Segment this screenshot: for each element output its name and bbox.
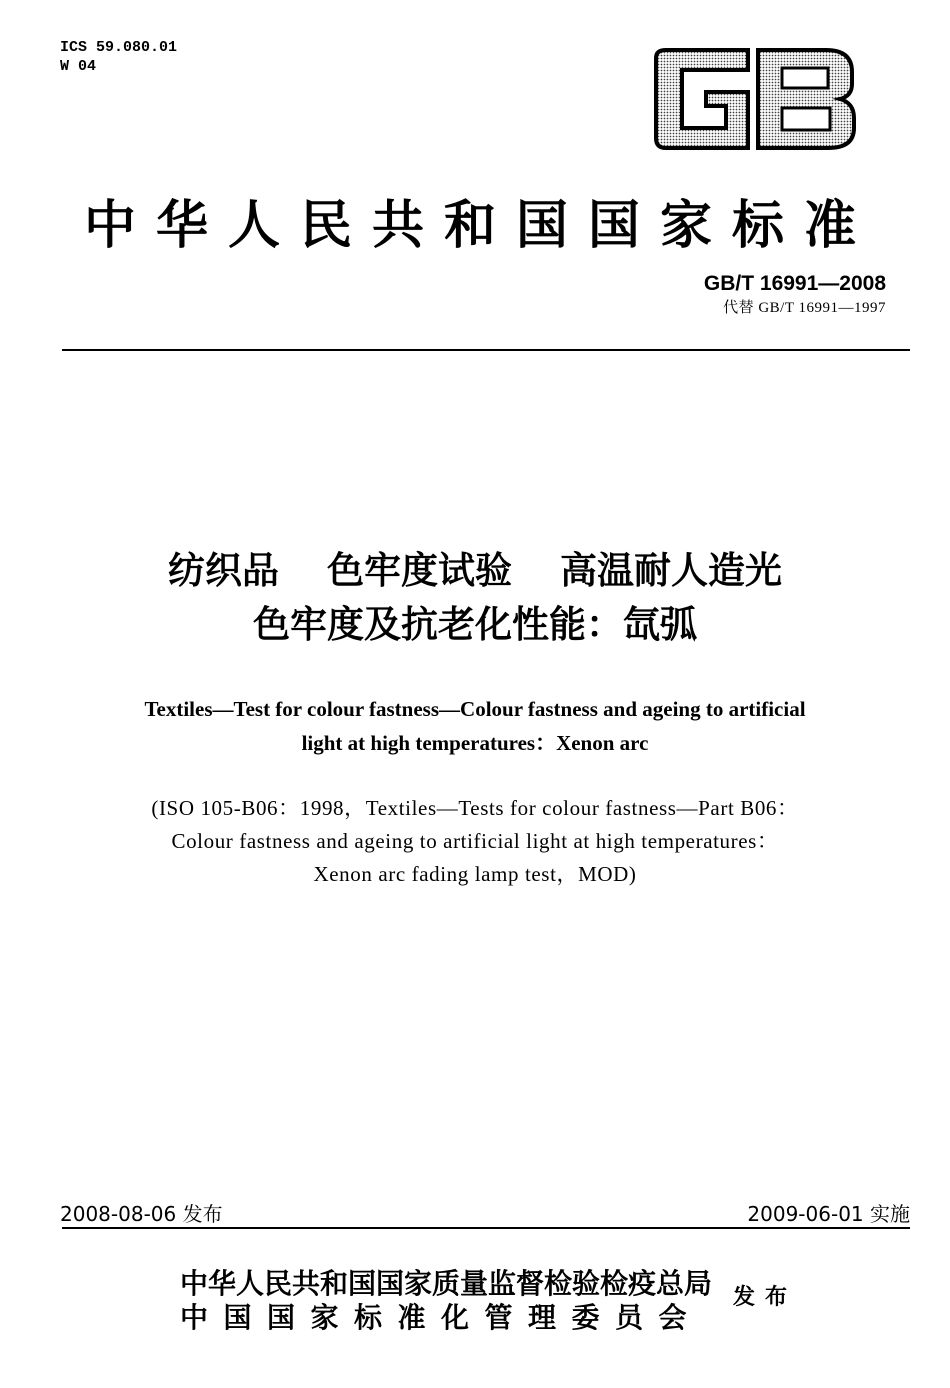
chinese-title-line2: 色牢度及抗老化性能：氙弧 xyxy=(253,603,697,646)
chinese-title xyxy=(40,544,910,652)
bottom-divider xyxy=(62,1227,910,1229)
top-divider xyxy=(62,349,910,351)
english-title-line1: Textiles—Test for colour fastness—Colour fastness and ageing to artificial xyxy=(144,697,806,721)
iso-reference-line2: Colour fastness and ageing to artificial light at high temperatures： xyxy=(171,829,779,853)
chinese-title-line1: 纺织品 色牢度试验 高温耐人造光 xyxy=(168,549,782,592)
implementation-date: 2009-06-01 实施 xyxy=(747,1202,910,1226)
standard-number: GB/T 16991—2008 xyxy=(703,272,886,295)
issuer-sac: 中国国家标准化管理委员会 xyxy=(180,1301,703,1334)
classification-codes xyxy=(60,38,177,76)
iso-reference xyxy=(40,792,910,891)
iso-reference-line3: Xenon arc fading lamp test，MOD) xyxy=(313,862,637,886)
replaces-standard: 代替 GB/T 16991—1997 xyxy=(723,300,886,316)
english-title xyxy=(40,692,910,760)
ics-code: ICS 59.080.01 xyxy=(60,39,178,56)
national-standard-title: 中华人民共和国国家标准 xyxy=(83,196,876,256)
english-title-line2: light at high temperatures：Xenon arc xyxy=(301,731,649,755)
issue-date: 2008-08-06 发布 xyxy=(60,1202,223,1226)
gb-logo xyxy=(648,48,856,150)
issuer-aqsiq: 中华人民共和国国家质量监督检验检疫总局 xyxy=(180,1267,713,1300)
ccs-code: W 04 xyxy=(60,58,97,75)
publish-label: 发布 xyxy=(733,1285,798,1310)
iso-reference-line1: (ISO 105-B06：1998，Textiles—Tests for colour fastness—Part B06： xyxy=(151,796,799,820)
